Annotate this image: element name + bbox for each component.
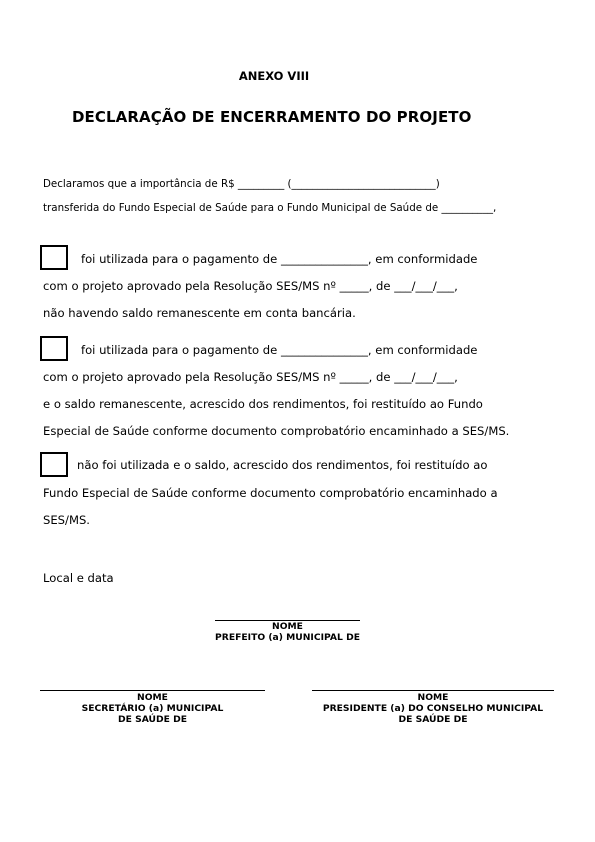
secretario-role-line-2: DE SAÚDE DE (117, 714, 187, 725)
presidente-name-label: NOME (417, 692, 449, 703)
prefeito-name-label: NOME (272, 621, 303, 632)
option-2-line-2: com o projeto aprovado pela Resolução SES/MS nº _____, de ___/___/___, (43, 370, 458, 384)
annex-label: ANEXO VIII (238, 69, 310, 83)
option-1-line-2: com o projeto aprovado pela Resolução SES/MS nº _____, de ___/___/___, (43, 279, 458, 293)
prefeito-role-label: PREFEITO (a) MUNICIPAL DE (215, 632, 360, 643)
option-3-line-3: SES/MS. (43, 513, 90, 527)
document-title: DECLARAÇÃO DE ENCERRAMENTO DO PROJETO (72, 108, 472, 126)
option-1-line-3: não havendo saldo remanescente em conta bancária. (43, 306, 356, 320)
option-2-checkbox[interactable] (40, 336, 68, 361)
option-3-checkbox[interactable] (40, 452, 68, 477)
option-1-line-1: foi utilizada para o pagamento de _______________, em conformidade (81, 252, 478, 266)
presidente-signature-line (312, 690, 554, 691)
option-3-line-2: Fundo Especial de Saúde conforme documento comprobatório encaminhado a (43, 486, 498, 500)
secretario-signature-line (40, 690, 265, 691)
option-1-checkbox[interactable] (40, 245, 68, 270)
secretario-role-line-1: SECRETÁRIO (a) MUNICIPAL (81, 703, 224, 714)
place-and-date: Local e data (43, 571, 114, 585)
presidente-role-line-1: PRESIDENTE (a) DO CONSELHO MUNICIPAL (322, 703, 544, 714)
option-2-line-4: Especial de Saúde conforme documento comprobatório encaminhado a SES/MS. (43, 424, 510, 438)
presidente-role-line-2: DE SAÚDE DE (398, 714, 468, 725)
option-2-line-3: e o saldo remanescente, acrescido dos rendimentos, foi restituído ao Fundo (43, 397, 483, 411)
secretario-name-label: NOME (137, 692, 168, 703)
intro-line-2: transferida do Fundo Especial de Saúde para o Fundo Municipal de Saúde de __________, (43, 202, 497, 214)
option-3-line-1: não foi utilizada e o saldo, acrescido dos rendimentos, foi restituído ao (77, 458, 488, 472)
option-2-line-1: foi utilizada para o pagamento de _______________, em conformidade (81, 343, 478, 357)
intro-line-1: Declaramos que a importância de R$ _________ (____________________________) (43, 178, 440, 190)
